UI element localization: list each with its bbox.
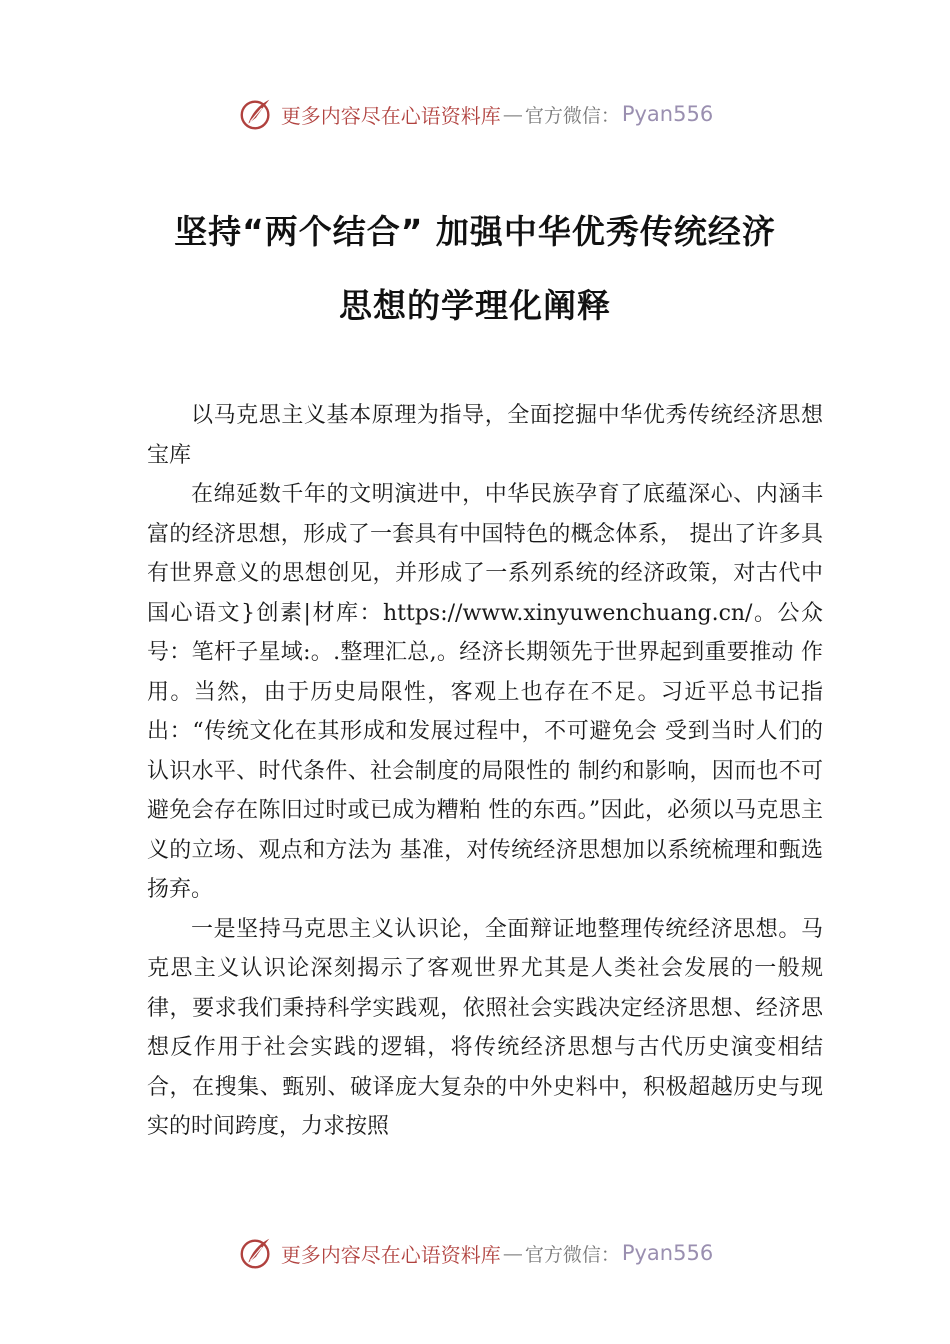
watermark-separator: —: [502, 102, 523, 126]
document-title-line-2: 思想的学理化阐释: [339, 286, 611, 325]
watermark-wechat-id: Pyan556: [621, 1241, 714, 1265]
watermark-wechat-label: 官方微信：: [524, 1243, 620, 1266]
header-watermark: [0, 94, 950, 134]
watermark-wechat-id: Pyan556: [621, 102, 714, 126]
paragraph: 一是坚持马克思主义认识论，全面辩证地整理传统经济思想。马克思主义认识论深刻揭示了客观世界尤其是人类社会发展的一般规律，要求我们秉持科学实践观，依照社会实践决定经济思想、经济思想反作用于社会实践的逻辑，将传统经济思想与古代历史演变相结合，在搜集、甄别、破译庞大复杂的中外史料中，积极超越历史与现实的时间跨度，力求按照: [147, 916, 823, 1139]
watermark-main-text: 更多内容尽在心语资料库: [280, 103, 501, 128]
paragraph: 在绵延数千年的文明演进中，中华民族孕育了底蕴深心、内涵丰富的经济思想，形成了一套具有中国特色的概念体系， 提出了许多具有世界意义的思想创见，并形成了一系列系统的经济政策，对古代中国心语文}创素|材库：https://www.xinyuwenchuang.cn/。公众号：笔杆子星域:。.整理汇总,。经济长期领先于世界起到重要推动 作用。当然，由于历史局限性，客观上也存在不足。习近平总书记指出：“传统文化在其形成和发展过程中，不可避免会 受到当时人们的认识水平、时代条件、社会制度的局限性的 制约和影响，因而也不可避免会存在陈旧过时或已成为糟粕 性的东西。”因此，必须以马克思主义的立场、观点和方法为 基准，对传统经济思想加以系统梳理和甄选扬弃。: [147, 482, 823, 902]
document-body: [147, 396, 823, 1147]
watermark-separator: —: [502, 1241, 523, 1265]
watermark-wechat-label: 官方微信：: [524, 104, 620, 127]
document-title-line-1: 坚持“两个结合” 加强中华优秀传统经济: [174, 212, 776, 251]
footer-watermark: [0, 1233, 950, 1273]
quill-circle-logo-icon: [237, 1234, 275, 1272]
quill-circle-logo-icon: [237, 95, 275, 133]
paragraph-heading: 以马克思主义基本原理为指导，全面挖掘中华优秀传统经济思想宝库: [147, 403, 823, 468]
watermark-main-text: 更多内容尽在心语资料库: [280, 1242, 501, 1267]
